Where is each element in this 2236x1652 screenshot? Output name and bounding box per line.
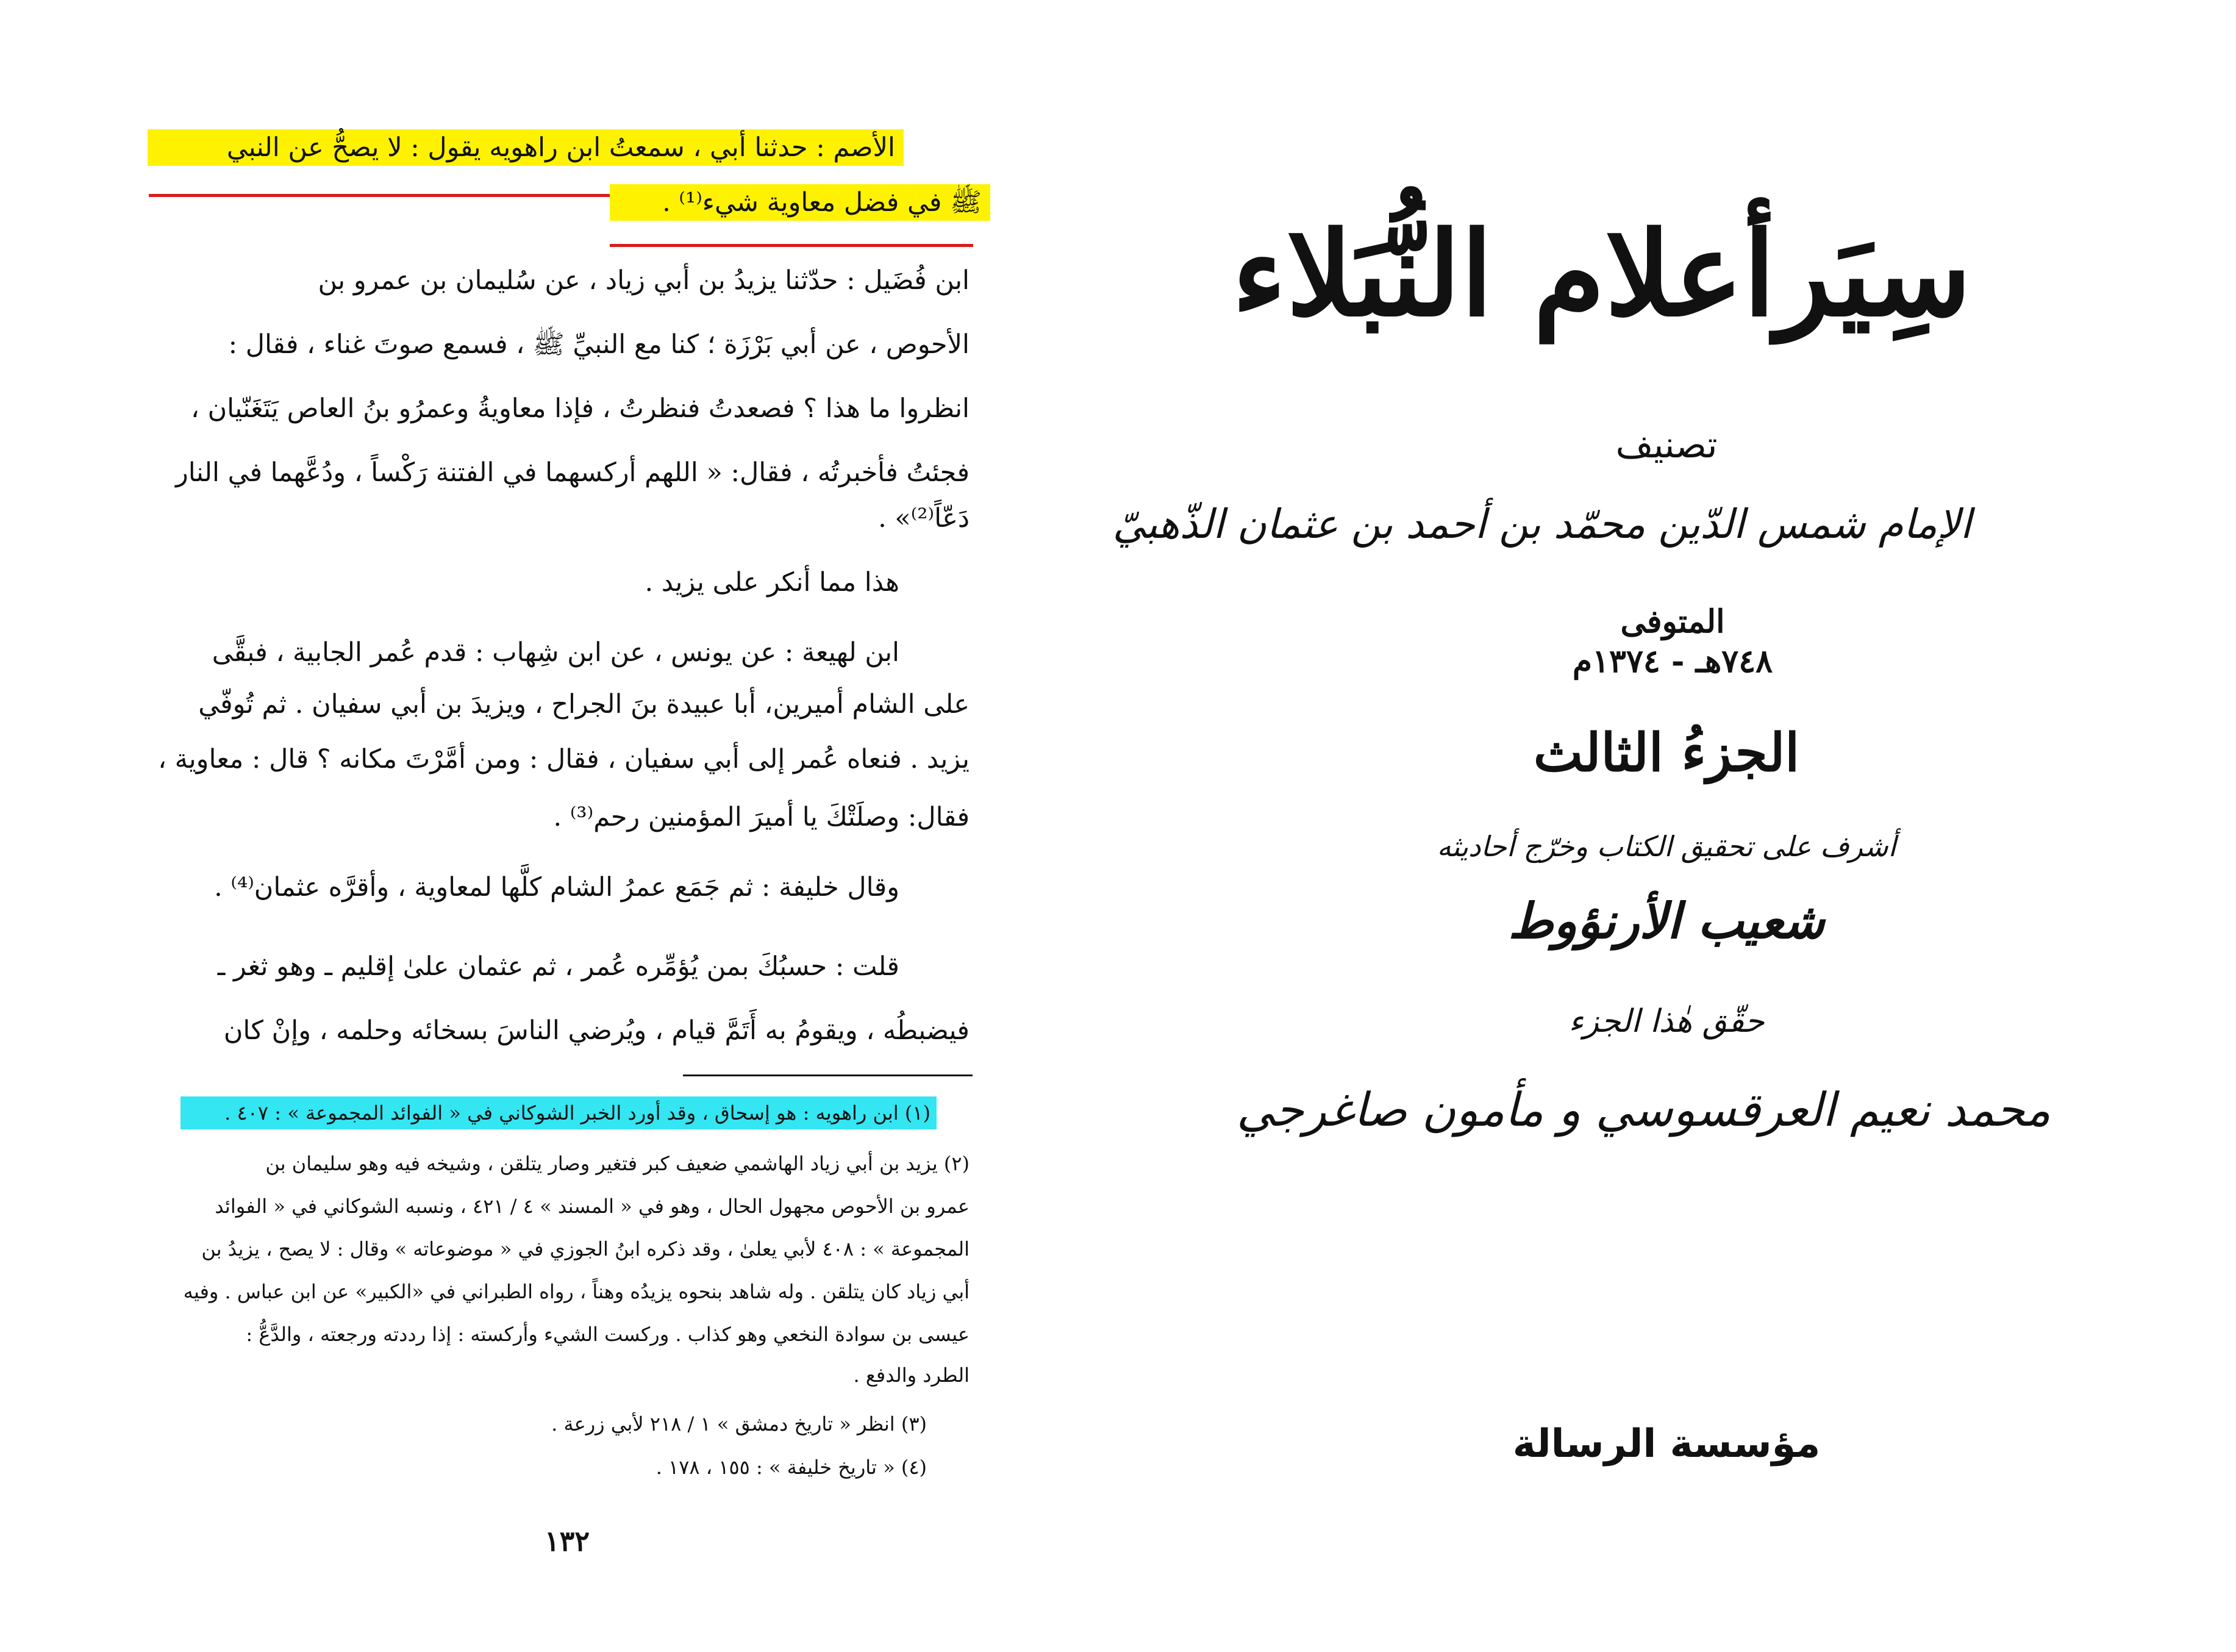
volume-label: الجزءُ الثالث: [1533, 722, 1800, 784]
supervised-label: أشرف على تحقيق الكتاب وخرّج أحاديثه: [1437, 830, 1896, 863]
footnote-4: (٤) « تاريخ خليفة » : ١٥٥ ، ١٧٨ .: [655, 1456, 927, 1479]
book-title: سِيَرأعلام النُّبَلاء: [1232, 206, 1971, 342]
page-number: ١٣٢: [544, 1525, 590, 1557]
body-line: فجئتُ فأخبرتُه ، فقال: « اللهم أركسهما في الفتنة رَكْساً ، ودُعَّهما في النار: [176, 457, 970, 488]
highlighted-line-1: الأصم : حدثنا أبي ، سمعتُ ابن راهويه يقول : لا يصحُّ عن النبي: [148, 129, 904, 166]
footnote-1: (١) ابن راهويه : هو إسحاق ، وقد أورد الخبر الشوكاني في « الفوائد المجموعة » : ٤٠٧ .: [180, 1096, 937, 1129]
footnote-divider: [683, 1075, 973, 1076]
body-line: على الشام أميرين، أبا عبيدة بنَ الجراح ، ويزيدَ بن أبي سفيان . ثم تُوفّي: [198, 689, 970, 720]
author-name: الإمام شمس الدّين محمّد بن أحمد بن عثمان الذّهبيّ: [1112, 501, 1971, 548]
body-line: ابن فُضَيل : حدّثنا يزيدُ بن أبي زياد ، عن سُليمان بن عمرو بن: [318, 265, 970, 296]
footnote-2-line: (٢) يزيد بن أبي زياد الهاشمي ضعيف كبر فتغير وصار يتلقن ، وشيخه فيه وهو سليمان بن: [265, 1152, 970, 1175]
chief-editor: شعيب الأرنؤوط: [1508, 892, 1825, 949]
publisher: مؤسسة الرسالة: [1512, 1421, 1821, 1467]
body-line: دَعّاً⁽²⁾» .: [878, 503, 970, 534]
body-line: فقال: وصلَتْكَ يا أميرَ المؤمنين رحم⁽³⁾ .: [553, 802, 970, 832]
died-label: المتوفى: [1620, 603, 1725, 640]
volume-editors-label: حقّق هٰذا الجزء: [1568, 1003, 1765, 1040]
highlighted-line-2: ﷺ في فضل معاوية شيء⁽¹⁾ .: [610, 184, 990, 221]
body-line: يزيد . فنعاه عُمر إلى أبي سفيان ، فقال : ومن أمَّرْتَ مكانه ؟ قال : معاوية ،: [158, 744, 970, 774]
footnote-2-line: عيسى بن سوادة النخعي وهو كذاب . وركست الشيء وأركسته : إذا رددته ورجعته ، والدَّعُّ :: [246, 1323, 970, 1346]
footnote-2-line: المجموعة » : ٤٠٨ لأبي يعلىٰ ، وقد ذكره ابنُ الجوزي في « موضوعاته » وقال : لا يصح ، يزيدُ بن: [201, 1237, 970, 1260]
authored-label: تصنيف: [1615, 424, 1718, 467]
footnote-2-line: الطرد والدفع .: [853, 1364, 970, 1387]
body-line: وقال خليفة : ثم جَمَع عمرُ الشام كلَّها لمعاوية ، وأقرَّه عثمان⁽⁴⁾ .: [214, 872, 899, 903]
body-line: ابن لهيعة : عن يونس ، عن ابن شِهاب : قدم عُمر الجابية ، فبقَّى: [212, 637, 899, 668]
death-years: ٧٤٨هـ - ١٣٧٤م: [1572, 643, 1773, 680]
volume-editors: محمد نعيم العرقسوسي و مأمون صاغرجي: [1236, 1082, 2051, 1137]
body-line: قلت : حسبُكَ بمن يُؤمِّره عُمر ، ثم عثمان علىٰ إقليم ـ وهو ثغر ـ: [217, 951, 899, 982]
body-line: هذا مما أنكر على يزيد .: [645, 567, 899, 598]
footnote-2-line: عمرو بن الأحوص مجهول الحال ، وهو في « المسند » ٤ / ٤٢١ ، ونسبه الشوكاني في « الفوائد: [215, 1195, 970, 1218]
body-line: الأحوص ، عن أبي بَرْزَة ؛ كنا مع النبيِّ ﷺ ، فسمع صوتَ غناء ، فقال :: [228, 329, 970, 360]
footnote-3: (٣) انظر « تاريخ دمشق » ١ / ٢١٨ لأبي زرعة .: [551, 1412, 927, 1436]
footnote-2-line: أبي زياد كان يتلقن . وله شاهد بنحوه يزيدُه وهناً ، رواه الطبراني في «الكبير» عن ابن عباس . وفيه: [183, 1280, 970, 1303]
red-underline-2: [610, 244, 973, 247]
body-line: انظروا ما هذا ؟ فصعدتُ فنظرتُ ، فإذا معاويةُ وعمرُو بنُ العاص يَتَغَنّيان ،: [191, 393, 970, 424]
right-page: [1112, 0, 2236, 1652]
red-underline-1: [149, 194, 652, 197]
body-line: فيضبطُه ، ويقومُ به أَتَمَّ قيام ، ويُرضي الناسَ بسخائه وحلمه ، وإنْ كان: [223, 1015, 970, 1046]
